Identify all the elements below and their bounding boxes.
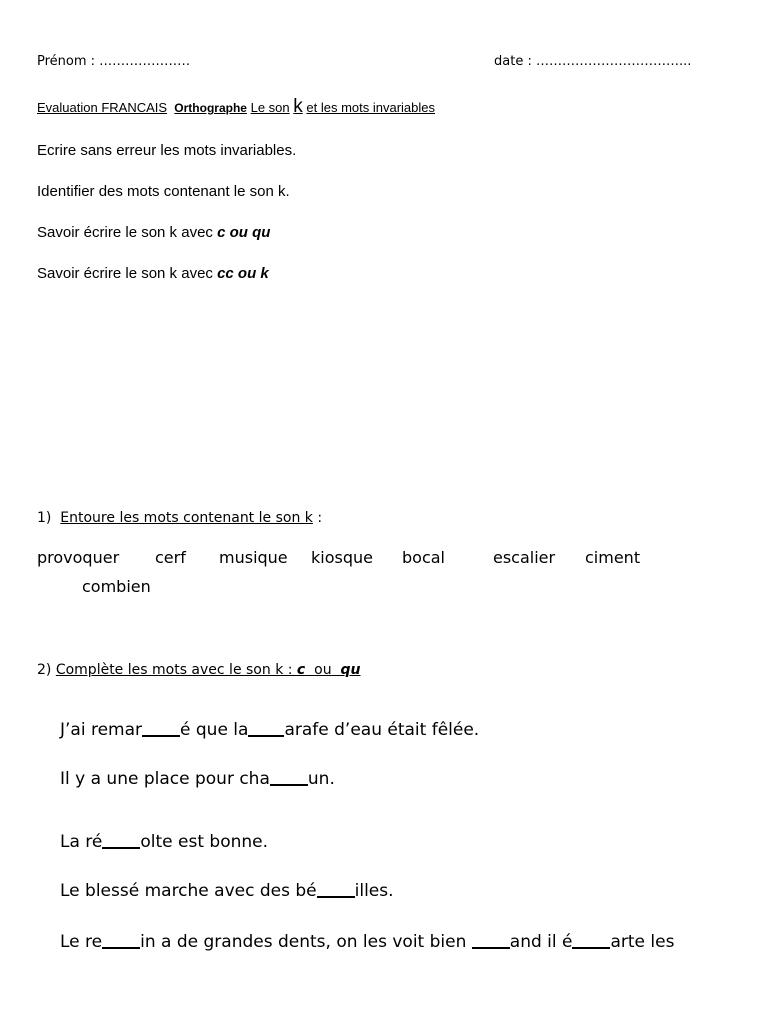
word-item[interactable]: bocal xyxy=(402,548,445,567)
sentence-1: J’ai remar é que la arafe d’eau était fêlée. xyxy=(60,720,480,740)
blank-input[interactable] xyxy=(270,767,308,786)
word-item[interactable]: escalier xyxy=(493,548,556,567)
exercise-2-title xyxy=(37,662,361,678)
exercise-1-colon: : xyxy=(317,510,323,526)
blank-input[interactable] xyxy=(142,718,180,737)
title-sound: k xyxy=(293,96,303,117)
evaluation-prefix: Evaluation FRANCAIS xyxy=(37,100,168,115)
blank-input[interactable] xyxy=(102,830,140,849)
exercise-2-instruction: Complète les mots avec le son k : c ou qu xyxy=(55,662,361,678)
objective-2: Identifier des mots contenant le son k. xyxy=(37,183,290,200)
exercise-1-title xyxy=(37,510,322,526)
sentence-2: Il y a une place pour cha un. xyxy=(60,769,335,789)
blank-input[interactable] xyxy=(102,930,140,949)
prenom-field: Prénom : ………………… xyxy=(37,54,191,69)
word-item[interactable]: ciment xyxy=(585,548,641,567)
evaluation-title xyxy=(37,96,435,118)
subject-label: Orthographe xyxy=(174,101,247,115)
title-part2: et les mots invariables xyxy=(306,100,436,115)
date-field: date : ……………………………... xyxy=(494,54,692,69)
blank-input[interactable] xyxy=(248,718,284,737)
option-qu: qu xyxy=(340,662,361,678)
exercise-1-instruction: Entoure les mots contenant le son k xyxy=(60,510,313,526)
blank-input[interactable] xyxy=(317,879,355,898)
objective-3-emphasis: c ou qu xyxy=(217,224,271,241)
word-item[interactable]: combien xyxy=(82,577,151,596)
word-item[interactable]: kiosque xyxy=(311,548,373,567)
exercise-1-number: 1) xyxy=(37,510,52,526)
option-c: c xyxy=(296,662,306,678)
objective-4: Savoir écrire le son k avec cc ou k xyxy=(37,265,269,282)
word-item[interactable]: cerf xyxy=(155,548,186,567)
objective-1: Ecrire sans erreur les mots invariables. xyxy=(37,142,297,159)
sentence-4: Le blessé marche avec des bé illes. xyxy=(60,881,394,901)
sentence-5: Le re in a de grandes dents, on les voit bien and il é arte les xyxy=(60,932,675,952)
title-part1: Le son xyxy=(250,100,290,115)
word-item[interactable]: provoquer xyxy=(37,548,120,567)
exercise-2-number: 2) xyxy=(37,662,52,678)
word-list xyxy=(37,548,640,567)
word-item[interactable]: musique xyxy=(219,548,288,567)
blank-input[interactable] xyxy=(572,930,610,949)
sentence-3: La ré olte est bonne. xyxy=(60,832,269,852)
objective-3: Savoir écrire le son k avec c ou qu xyxy=(37,224,271,241)
blank-input[interactable] xyxy=(472,930,510,949)
objective-4-emphasis: cc ou k xyxy=(217,265,269,282)
option-ou: ou xyxy=(314,662,332,678)
